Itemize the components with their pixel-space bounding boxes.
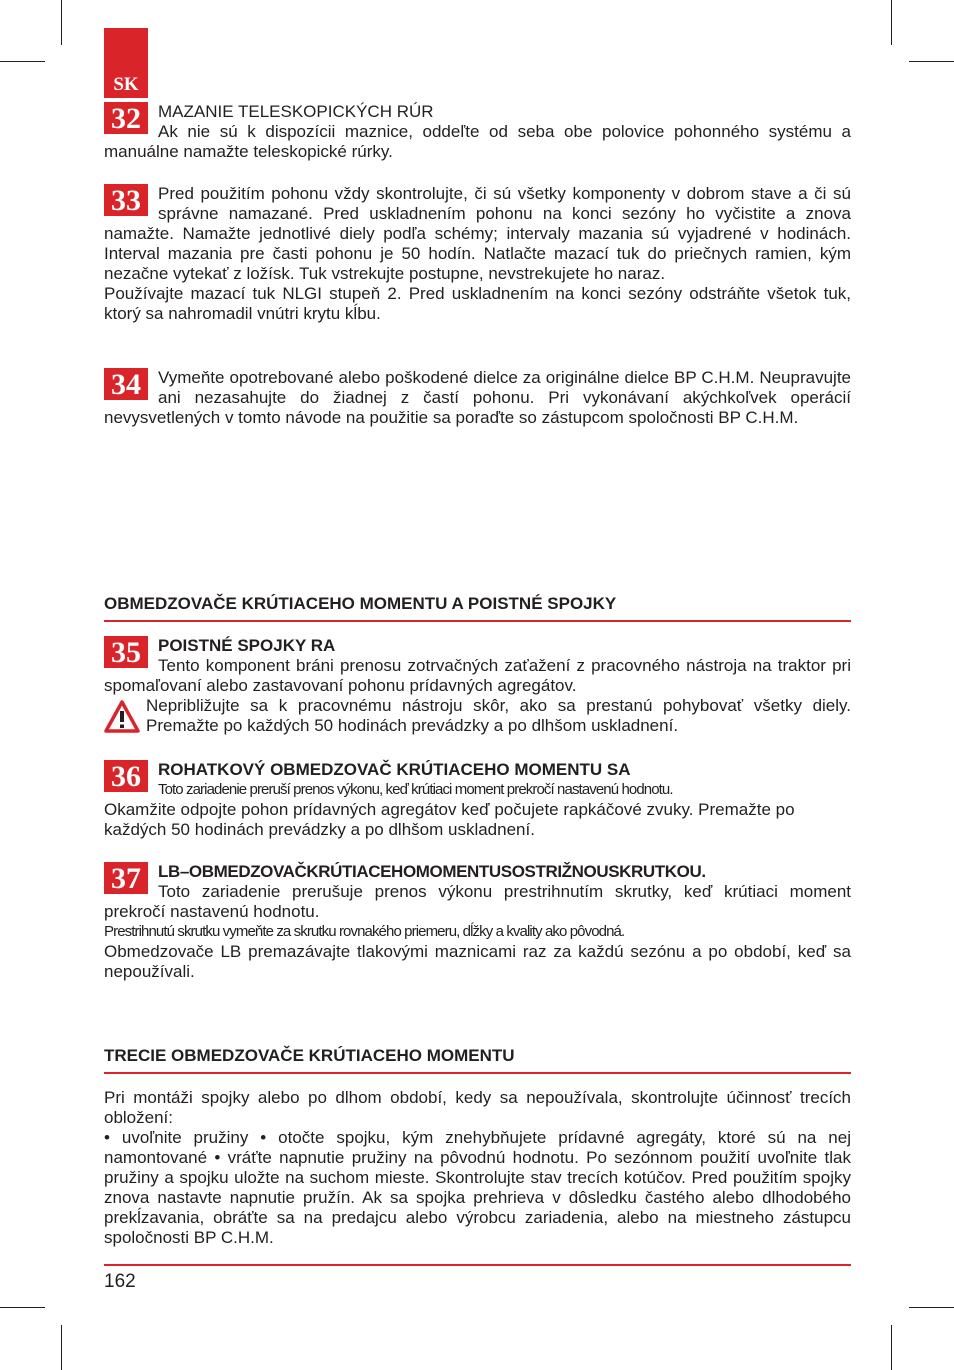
crop-mark [891, 0, 892, 45]
language-code: SK [113, 74, 139, 95]
section-36 [104, 760, 851, 840]
crop-mark [0, 61, 45, 62]
section-36-title: ROHATKOVÝ OBMEDZOVAČ KRÚTIACEHO MOMENTU SA [158, 760, 631, 779]
crop-mark [61, 1325, 62, 1370]
step-number-37: 37 [104, 862, 148, 894]
section-35-title: POISTNÉ SPOJKY RA [158, 636, 336, 655]
section-37-text-small: Prestrihnutú skrutku vymeňte za skrutku rovnakého priemeru, dĺžky a kvality ako pôvodná. [104, 923, 625, 940]
step-number-34: 34 [104, 368, 148, 400]
section-35-warning-text: Nepribližujte sa k pracovnému nástroju skôr, ako sa prestanú pohybovať všetky diely. Premažte po každých 50 hodinách prevádzky a po dlhšom uskladnení. [146, 696, 851, 735]
section-32-title: MAZANIE TELESKOPICKÝCH RÚR [158, 102, 434, 121]
step-number-36: 36 [104, 760, 148, 792]
crop-mark [909, 61, 954, 62]
section-37 [104, 862, 851, 982]
section-32-text: Ak nie sú k dispozícii maznice, oddeľte od seba obe polovice pohonného systému a manuálne namažte teleskopické rúrky. [104, 122, 851, 161]
section-37-text-1: Toto zariadenie prerušuje prenos výkonu prestrihnutím skrutky, keď krútiaci moment prekročí nastavenú hodnotu. [104, 882, 851, 921]
footer-divider [104, 1264, 851, 1266]
section-36-text-small: Toto zariadenie preruší prenos výkonu, keď krútiaci moment prekročí nastavenú hodnotu. [158, 781, 673, 798]
crop-mark [0, 1307, 45, 1308]
section-33-text-1: Pred použitím pohonu vždy skontrolujte, či sú všetky komponenty v dobrom stave a či sú správne namazané. Pred uskladnením pohonu na konci sezóny ho vyčistite a znova namažte. Namažte jednotlivé diely podľa schémy; intervaly mazania sú vyjadrené v hodinách. Interval mazania pre časti pohonu je 50 hodín. Natlačte mazací tuk do priečnych ramien, kým nezačne vytekať z ložísk. Tuk vstrekujte postupne, nevstrekujete ho naraz. [104, 184, 851, 283]
warning-icon [104, 699, 140, 735]
step-number-32: 32 [104, 102, 148, 134]
section-35-text: Tento komponent bráni prenosu zotrvačných zaťažení z pracovného nástroja na traktor pri spomaľovaní alebo zastavovaní pohonu prídavných agregátov. [104, 656, 851, 695]
step-number-35: 35 [104, 636, 148, 668]
language-tab [104, 28, 148, 98]
crop-mark [891, 1325, 892, 1370]
step-number-33: 33 [104, 184, 148, 216]
section-34 [104, 368, 851, 428]
section-36-text: Okamžite odpojte pohon prídavných agregátov keď počujete rapkáčové zvuky. Premažte po každých 50 hodinách prevádzky a po dlhšom uskladnení. [104, 800, 795, 839]
friction-text-2: • uvoľnite pružiny • otočte spojku, kým znehybňujete prídavné agregáty, ktoré sú na nej namontované • vráťte napnutie pružiny na pôvodnú hodnotu. Po sezónnom použití uvoľnite tlak pružiny a spojku uložte na suchom mieste. Skontrolujte stav trecích kotúčov. Pred použitím spojky znova nastavte napnutie pružín. Ak sa spojka prehrieva v dôsledku častého alebo dlhodobého prekĺzavania, obráťte sa na predajcu alebo výrobcu zariadenia, alebo na miestneho zástupcu spoločnosti BP C.H.M. [104, 1128, 851, 1247]
section-33 [104, 184, 851, 324]
friction-limiters-heading: TRECIE OBMEDZOVAČE KRÚTIACEHO MOMENTU [104, 1046, 851, 1074]
friction-text-1: Pri montáži spojky alebo po dlhom období, kedy sa nepoužívala, skontrolujte účinnosť trecích obložení: [104, 1088, 851, 1127]
page-number: 162 [104, 1271, 136, 1292]
section-35 [104, 636, 851, 736]
crop-mark [909, 1307, 954, 1308]
section-37-title: LB–OBMEDZOVAČKRÚTIACEHOMOMENTUSOSTRIŽNOUSKRUTKOU. [158, 862, 706, 881]
section-33-text-2: Používajte mazací tuk NLGI stupeň 2. Pred uskladnením na konci sezóny odstráňte všetok tuk, ktorý sa nahromadil vnútri krytu kĺbu. [104, 284, 851, 323]
friction-section [104, 1088, 851, 1248]
section-34-text: Vymeňte opotrebované alebo poškodené dielce za originálne dielce BP C.H.M. Neupravujte ani nezasahujte do žiadnej z častí pohonu. Pri vykonávaní akýchkoľvek operácií nevysvetlených v tomto návode na použitie sa poraďte so zástupcom spoločnosti BP C.H.M. [104, 368, 851, 427]
section-32 [104, 102, 851, 162]
section-37-text-2: Obmedzovače LB premazávajte tlakovými maznicami raz za každú sezónu a po období, keď sa nepoužívali. [104, 942, 851, 981]
crop-mark [61, 0, 62, 45]
torque-limiters-heading: OBMEDZOVAČE KRÚTIACEHO MOMENTU A POISTNÉ SPOJKY [104, 594, 851, 622]
